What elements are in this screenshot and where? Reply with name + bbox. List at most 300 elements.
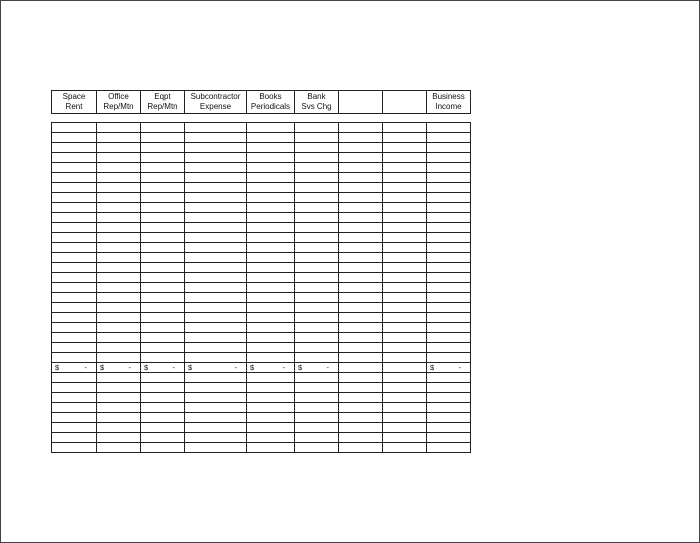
ledger-cell[interactable] <box>141 173 185 183</box>
ledger-cell[interactable] <box>295 223 339 233</box>
ledger-cell[interactable] <box>427 133 471 143</box>
ledger-cell[interactable] <box>97 393 141 403</box>
ledger-cell[interactable] <box>383 443 427 453</box>
ledger-cell[interactable] <box>97 423 141 433</box>
ledger-cell[interactable] <box>97 443 141 453</box>
ledger-cell[interactable] <box>185 403 247 413</box>
ledger-cell[interactable] <box>427 303 471 313</box>
ledger-cell[interactable] <box>141 233 185 243</box>
ledger-cell[interactable] <box>185 143 247 153</box>
ledger-cell[interactable] <box>97 253 141 263</box>
ledger-cell[interactable] <box>383 343 427 353</box>
ledger-cell[interactable] <box>295 373 339 383</box>
total-cell <box>295 363 339 373</box>
ledger-cell[interactable] <box>339 353 383 363</box>
ledger-cell[interactable] <box>247 193 295 203</box>
ledger-cell[interactable] <box>141 433 185 443</box>
ledger-cell[interactable] <box>339 383 383 393</box>
ledger-cell[interactable] <box>339 373 383 383</box>
column-header-cell <box>97 91 141 114</box>
ledger-cell[interactable] <box>427 443 471 453</box>
ledger-cell[interactable] <box>247 123 295 133</box>
ledger-cell[interactable] <box>52 253 97 263</box>
ledger-cell[interactable] <box>247 263 295 273</box>
ledger-cell[interactable] <box>185 163 247 173</box>
ledger-cell[interactable] <box>247 293 295 303</box>
ledger-cell[interactable] <box>339 243 383 253</box>
ledger-cell[interactable] <box>141 373 185 383</box>
ledger-cell[interactable] <box>141 343 185 353</box>
ledger-row <box>52 233 471 243</box>
ledger-cell[interactable] <box>427 333 471 343</box>
ledger-cell[interactable] <box>97 203 141 213</box>
ledger-cell[interactable] <box>383 303 427 313</box>
ledger-cell[interactable] <box>339 223 383 233</box>
ledger-cell[interactable] <box>247 223 295 233</box>
ledger-cell[interactable] <box>427 143 471 153</box>
ledger-cell[interactable] <box>97 143 141 153</box>
ledger-cell[interactable] <box>295 283 339 293</box>
ledger-cell[interactable] <box>141 193 185 203</box>
ledger-cell[interactable] <box>97 403 141 413</box>
ledger-cell[interactable] <box>97 153 141 163</box>
ledger-cell[interactable] <box>185 203 247 213</box>
ledger-cell[interactable] <box>427 423 471 433</box>
ledger-cell[interactable] <box>247 423 295 433</box>
ledger-cell[interactable] <box>339 393 383 403</box>
ledger-cell[interactable] <box>247 273 295 283</box>
ledger-cell[interactable] <box>97 323 141 333</box>
ledger-cell[interactable] <box>295 353 339 363</box>
ledger-cell[interactable] <box>339 133 383 143</box>
ledger-cell[interactable] <box>247 343 295 353</box>
ledger-cell[interactable] <box>185 223 247 233</box>
ledger-cell[interactable] <box>383 243 427 253</box>
ledger-cell[interactable] <box>185 213 247 223</box>
ledger-cell[interactable] <box>383 133 427 143</box>
ledger-cell[interactable] <box>295 393 339 403</box>
ledger-cell[interactable] <box>185 153 247 163</box>
ledger-cell[interactable] <box>247 243 295 253</box>
ledger-cell[interactable] <box>247 313 295 323</box>
ledger-cell[interactable] <box>141 323 185 333</box>
ledger-cell[interactable] <box>295 153 339 163</box>
ledger-cell[interactable] <box>185 343 247 353</box>
ledger-cell[interactable] <box>185 183 247 193</box>
ledger-cell[interactable] <box>295 443 339 453</box>
ledger-row <box>52 263 471 273</box>
ledger-cell[interactable] <box>339 403 383 413</box>
ledger-cell[interactable] <box>52 313 97 323</box>
ledger-cell[interactable] <box>427 223 471 233</box>
ledger-cell[interactable] <box>295 293 339 303</box>
ledger-cell[interactable] <box>339 153 383 163</box>
ledger-cell[interactable] <box>185 263 247 273</box>
ledger-cell[interactable] <box>427 213 471 223</box>
ledger-cell[interactable] <box>295 173 339 183</box>
ledger-cell[interactable] <box>52 193 97 203</box>
ledger-cell[interactable] <box>185 423 247 433</box>
ledger-cell[interactable] <box>247 393 295 403</box>
ledger-cell[interactable] <box>383 153 427 163</box>
ledger-cell[interactable] <box>141 313 185 323</box>
ledger-cell[interactable] <box>295 203 339 213</box>
ledger-cell[interactable] <box>427 153 471 163</box>
ledger-cell[interactable] <box>247 233 295 243</box>
ledger-cell[interactable] <box>52 353 97 363</box>
ledger-cell[interactable] <box>427 353 471 363</box>
ledger-cell[interactable] <box>141 123 185 133</box>
ledger-cell[interactable] <box>97 133 141 143</box>
ledger-cell[interactable] <box>185 413 247 423</box>
ledger-cell[interactable] <box>247 253 295 263</box>
ledger-cell[interactable] <box>383 383 427 393</box>
ledger-cell[interactable] <box>185 273 247 283</box>
ledger-cell[interactable] <box>97 283 141 293</box>
ledger-cell[interactable] <box>295 193 339 203</box>
ledger-cell[interactable] <box>339 413 383 423</box>
ledger-cell[interactable] <box>185 373 247 383</box>
ledger-cell[interactable] <box>52 123 97 133</box>
ledger-cell[interactable] <box>141 133 185 143</box>
ledger-cell[interactable] <box>383 193 427 203</box>
ledger-cell[interactable] <box>97 123 141 133</box>
ledger-cell[interactable] <box>383 263 427 273</box>
total-cell <box>247 363 295 373</box>
ledger-cell[interactable] <box>427 273 471 283</box>
ledger-cell[interactable] <box>295 403 339 413</box>
ledger-cell[interactable] <box>141 393 185 403</box>
ledger-cell[interactable] <box>295 143 339 153</box>
ledger-cell[interactable] <box>185 383 247 393</box>
ledger-cell[interactable] <box>383 433 427 443</box>
ledger-cell[interactable] <box>339 293 383 303</box>
ledger-cell[interactable] <box>383 273 427 283</box>
ledger-cell[interactable] <box>295 383 339 393</box>
ledger-cell[interactable] <box>383 413 427 423</box>
ledger-cell[interactable] <box>97 343 141 353</box>
ledger-cell[interactable] <box>339 433 383 443</box>
ledger-cell[interactable] <box>97 273 141 283</box>
ledger-cell[interactable] <box>247 403 295 413</box>
ledger-cell[interactable] <box>247 163 295 173</box>
ledger-cell[interactable] <box>295 133 339 143</box>
ledger-cell[interactable] <box>295 273 339 283</box>
ledger-cell[interactable] <box>427 323 471 333</box>
ledger-cell[interactable] <box>295 123 339 133</box>
ledger-cell[interactable] <box>141 333 185 343</box>
ledger-cell[interactable] <box>185 233 247 243</box>
ledger-cell[interactable] <box>52 383 97 393</box>
ledger-cell[interactable] <box>383 403 427 413</box>
ledger-cell[interactable] <box>52 433 97 443</box>
ledger-cell[interactable] <box>247 153 295 163</box>
ledger-cell[interactable] <box>383 223 427 233</box>
ledger-cell[interactable] <box>97 383 141 393</box>
ledger-cell[interactable] <box>247 323 295 333</box>
ledger-cell[interactable] <box>247 433 295 443</box>
ledger-cell[interactable] <box>97 163 141 173</box>
ledger-cell[interactable] <box>97 353 141 363</box>
ledger-cell[interactable] <box>295 433 339 443</box>
ledger-cell[interactable] <box>339 273 383 283</box>
ledger-cell[interactable] <box>141 303 185 313</box>
ledger-cell[interactable] <box>427 163 471 173</box>
ledger-cell[interactable] <box>52 403 97 413</box>
ledger-cell[interactable] <box>383 293 427 303</box>
ledger-cell[interactable] <box>52 183 97 193</box>
ledger-cell[interactable] <box>52 423 97 433</box>
ledger-cell[interactable] <box>339 313 383 323</box>
ledger-cell[interactable] <box>339 203 383 213</box>
ledger-cell[interactable] <box>52 163 97 173</box>
ledger-cell[interactable] <box>247 203 295 213</box>
ledger-cell[interactable] <box>427 203 471 213</box>
ledger-cell[interactable] <box>97 183 141 193</box>
ledger-cell[interactable] <box>185 443 247 453</box>
ledger-cell[interactable] <box>383 183 427 193</box>
ledger-cell[interactable] <box>185 283 247 293</box>
ledger-cell[interactable] <box>427 293 471 303</box>
ledger-cell[interactable] <box>383 353 427 363</box>
ledger-cell[interactable] <box>52 263 97 273</box>
ledger-cell[interactable] <box>52 173 97 183</box>
ledger-cell[interactable] <box>295 323 339 333</box>
ledger-cell[interactable] <box>185 293 247 303</box>
column-header-line2: Periodicals <box>250 102 291 111</box>
ledger-cell[interactable] <box>339 283 383 293</box>
ledger-cell[interactable] <box>141 213 185 223</box>
ledger-cell[interactable] <box>427 343 471 353</box>
ledger-cell[interactable] <box>141 153 185 163</box>
ledger-cell[interactable] <box>383 253 427 263</box>
ledger-cell[interactable] <box>97 373 141 383</box>
ledger-cell[interactable] <box>295 313 339 323</box>
ledger-cell[interactable] <box>247 183 295 193</box>
ledger-cell[interactable] <box>339 303 383 313</box>
total-cell <box>97 363 141 373</box>
ledger-cell[interactable] <box>427 393 471 403</box>
ledger-cell[interactable] <box>339 173 383 183</box>
ledger-cell[interactable] <box>427 193 471 203</box>
ledger-cell[interactable] <box>52 323 97 333</box>
ledger-cell[interactable] <box>383 233 427 243</box>
ledger-cell[interactable] <box>383 203 427 213</box>
total-value: - <box>326 362 329 372</box>
ledger-cell[interactable] <box>339 423 383 433</box>
ledger-cell[interactable] <box>185 193 247 203</box>
ledger-cell[interactable] <box>339 163 383 173</box>
ledger-cell[interactable] <box>295 423 339 433</box>
ledger-cell[interactable] <box>383 283 427 293</box>
ledger-cell[interactable] <box>141 243 185 253</box>
ledger-cell[interactable] <box>52 283 97 293</box>
ledger-cell[interactable] <box>427 313 471 323</box>
ledger-cell[interactable] <box>97 303 141 313</box>
ledger-cell[interactable] <box>141 273 185 283</box>
ledger-row <box>52 383 471 393</box>
ledger-cell[interactable] <box>97 293 141 303</box>
ledger-row <box>52 303 471 313</box>
ledger-cell[interactable] <box>295 333 339 343</box>
ledger-cell[interactable] <box>295 243 339 253</box>
ledger-cell[interactable] <box>52 343 97 353</box>
ledger-cell[interactable] <box>383 213 427 223</box>
ledger-cell[interactable] <box>52 393 97 403</box>
ledger-cell[interactable] <box>185 313 247 323</box>
ledger-cell[interactable] <box>97 433 141 443</box>
ledger-cell[interactable] <box>97 263 141 273</box>
ledger-cell[interactable] <box>52 243 97 253</box>
ledger-cell[interactable] <box>141 183 185 193</box>
ledger-cell[interactable] <box>339 233 383 243</box>
ledger-cell[interactable] <box>141 263 185 273</box>
ledger-cell[interactable] <box>295 343 339 353</box>
column-header-line1: Space <box>62 92 86 101</box>
ledger-cell[interactable] <box>383 143 427 153</box>
ledger-cell[interactable] <box>383 393 427 403</box>
ledger-cell[interactable] <box>141 403 185 413</box>
ledger-cell[interactable] <box>427 243 471 253</box>
ledger-cell[interactable] <box>295 233 339 243</box>
ledger-cell[interactable] <box>339 143 383 153</box>
ledger-cell[interactable] <box>52 153 97 163</box>
ledger-cell[interactable] <box>141 163 185 173</box>
ledger-cell[interactable] <box>295 253 339 263</box>
ledger-cell[interactable] <box>52 413 97 423</box>
ledger-cell[interactable] <box>427 283 471 293</box>
ledger-cell[interactable] <box>185 253 247 263</box>
ledger-cell[interactable] <box>427 263 471 273</box>
ledger-cell[interactable] <box>427 433 471 443</box>
ledger-cell[interactable] <box>52 203 97 213</box>
ledger-cell[interactable] <box>52 333 97 343</box>
ledger-cell[interactable] <box>141 423 185 433</box>
ledger-cell[interactable] <box>185 323 247 333</box>
ledger-cell[interactable] <box>141 283 185 293</box>
ledger-cell[interactable] <box>97 213 141 223</box>
ledger-cell[interactable] <box>247 333 295 343</box>
ledger-cell[interactable] <box>141 443 185 453</box>
ledger-cell[interactable] <box>52 443 97 453</box>
ledger-cell[interactable] <box>247 413 295 423</box>
ledger-cell[interactable] <box>185 353 247 363</box>
ledger-cell[interactable] <box>339 213 383 223</box>
ledger-cell[interactable] <box>427 183 471 193</box>
ledger-cell[interactable] <box>97 193 141 203</box>
ledger-cell[interactable] <box>247 133 295 143</box>
ledger-cell[interactable] <box>339 193 383 203</box>
ledger-cell[interactable] <box>339 333 383 343</box>
ledger-cell[interactable] <box>427 123 471 133</box>
ledger-cell[interactable] <box>339 123 383 133</box>
ledger-cell[interactable] <box>52 143 97 153</box>
ledger-cell[interactable] <box>247 303 295 313</box>
ledger-cell[interactable] <box>97 243 141 253</box>
ledger-cell[interactable] <box>247 443 295 453</box>
ledger-cell[interactable] <box>52 233 97 243</box>
ledger-cell[interactable] <box>247 213 295 223</box>
ledger-cell[interactable] <box>97 333 141 343</box>
ledger-cell[interactable] <box>427 383 471 393</box>
ledger-cell[interactable] <box>52 213 97 223</box>
ledger-cell[interactable] <box>383 123 427 133</box>
ledger-cell[interactable] <box>52 273 97 283</box>
ledger-cell[interactable] <box>185 333 247 343</box>
ledger-cell[interactable] <box>247 383 295 393</box>
column-header-cell <box>185 91 247 114</box>
ledger-cell[interactable] <box>141 413 185 423</box>
ledger-cell[interactable] <box>141 253 185 263</box>
ledger-cell[interactable] <box>427 413 471 423</box>
ledger-cell[interactable] <box>295 413 339 423</box>
ledger-cell[interactable] <box>339 253 383 263</box>
ledger-cell[interactable] <box>247 353 295 363</box>
ledger-cell[interactable] <box>295 163 339 173</box>
ledger-cell[interactable] <box>52 223 97 233</box>
ledger-cell[interactable] <box>383 373 427 383</box>
ledger-cell[interactable] <box>383 423 427 433</box>
ledger-cell[interactable] <box>185 243 247 253</box>
ledger-cell[interactable] <box>185 123 247 133</box>
ledger-cell[interactable] <box>427 233 471 243</box>
ledger-cell[interactable] <box>383 333 427 343</box>
ledger-cell[interactable] <box>295 263 339 273</box>
ledger-cell[interactable] <box>247 143 295 153</box>
ledger-cell[interactable] <box>185 173 247 183</box>
ledger-cell[interactable] <box>339 323 383 333</box>
ledger-cell[interactable] <box>427 373 471 383</box>
ledger-cell[interactable] <box>247 283 295 293</box>
ledger-cell[interactable] <box>427 403 471 413</box>
ledger-cell[interactable] <box>141 383 185 393</box>
ledger-cell[interactable] <box>185 303 247 313</box>
ledger-cell[interactable] <box>141 293 185 303</box>
ledger-cell[interactable] <box>141 143 185 153</box>
ledger-cell[interactable] <box>97 173 141 183</box>
ledger-cell[interactable] <box>247 373 295 383</box>
ledger-cell[interactable] <box>185 433 247 443</box>
ledger-cell[interactable] <box>52 133 97 143</box>
ledger-cell[interactable] <box>295 303 339 313</box>
ledger-cell[interactable] <box>295 183 339 193</box>
ledger-cell[interactable] <box>339 263 383 273</box>
ledger-cell[interactable] <box>52 373 97 383</box>
ledger-cell[interactable] <box>383 313 427 323</box>
ledger-cell[interactable] <box>97 223 141 233</box>
ledger-cell[interactable] <box>52 293 97 303</box>
ledger-cell[interactable] <box>339 343 383 353</box>
ledger-cell[interactable] <box>427 253 471 263</box>
ledger-cell[interactable] <box>339 443 383 453</box>
ledger-cell[interactable] <box>383 173 427 183</box>
ledger-cell[interactable] <box>97 413 141 423</box>
ledger-cell[interactable] <box>427 173 471 183</box>
ledger-cell[interactable] <box>185 393 247 403</box>
ledger-cell[interactable] <box>247 173 295 183</box>
ledger-cell[interactable] <box>141 353 185 363</box>
ledger-cell[interactable] <box>141 203 185 213</box>
ledger-cell[interactable] <box>141 223 185 233</box>
ledger-cell[interactable] <box>97 233 141 243</box>
ledger-cell[interactable] <box>52 303 97 313</box>
ledger-cell[interactable] <box>295 213 339 223</box>
ledger-cell[interactable] <box>383 163 427 173</box>
ledger-cell[interactable] <box>383 323 427 333</box>
ledger-cell[interactable] <box>185 133 247 143</box>
ledger-cell[interactable] <box>339 183 383 193</box>
ledger-cell[interactable] <box>97 313 141 323</box>
